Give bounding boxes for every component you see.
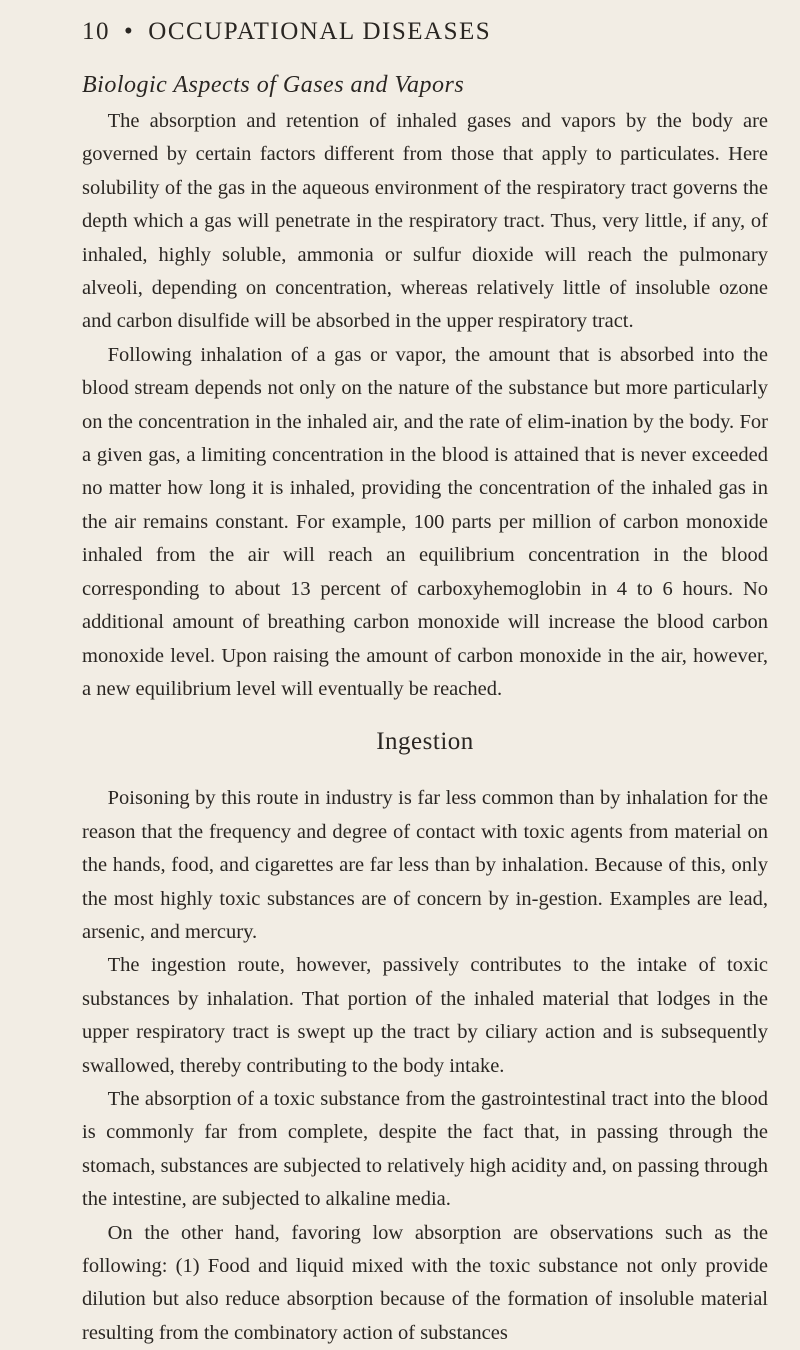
paragraph: Following inhalation of a gas or vapor, the amount that is absorbed into the blood stream depends not only on the nature of the substance but more particularly on the concentration in the inhaled air, and the rate of elim-ination by the body. For a given gas, a limiting concentration in the blood is attained that is never exceeded no matter how long it is inhaled, providing the concentration of the inhaled gas in the air remains constant. For example, 100 parts per million of carbon monoxide inhaled from the air will reach an equilibrium concentration in the blood corresponding to about 13 percent of carboxyhemoglobin in 4 to 6 hours. No additional amount of breathing carbon monoxide will increase the blood carbon monoxide level. Upon raising the amount of carbon monoxide in the air, however, a new equilibrium level will eventually be reached. <box>82 343 768 700</box>
paragraph: The absorption of a toxic substance from the gastrointestinal tract into the blood is commonly far from complete, despite the fact that, in passing through the stomach, substances are subjected to relatively high acidity and, on passing through the intestine, are subjected to alkaline media. <box>82 1087 769 1211</box>
bullet-separator: • <box>124 18 135 45</box>
paragraph: On the other hand, favoring low absorption are observations such as the following: (1) Food and liquid mixed with the toxic substance not only provide dilution but also reduce absorption because of the formation of insoluble material resulting from the combinatory action of substances <box>82 1221 768 1344</box>
section-title-gases-vapors: Biologic Aspects of Gases and Vapors <box>82 72 465 98</box>
page-content <box>82 72 768 1350</box>
page-number: 10 <box>82 18 110 45</box>
section-heading-ingestion: Ingestion <box>376 728 474 756</box>
paragraph: Poisoning by this route in industry is far less common than by inhalation for the reason that the frequency and degree of contact with toxic agents from material on the hands, food, and cigarettes are far less than by inhalation. Because of this, only the most highly toxic substances are of concern by in-gestion. Examples are lead, arsenic, and mercury. <box>82 787 768 943</box>
paragraph: The ingestion route, however, passively contributes to the intake of toxic substances by inhalation. That portion of the inhaled material that lodges in the upper respiratory tract is swept up the tract by ciliary action and is subsequently swallowed, thereby contributing to the body intake. <box>82 954 768 1077</box>
paragraph: The absorption and retention of inhaled gases and vapors by the body are governed by certain factors different from those that apply to particulates. Here solubility of the gas in the aqueous environment of the respiratory tract governs the depth which a gas will penetrate in the respiratory tract. Thus, very little, if any, of inhaled, highly soluble, ammonia or sulfur dioxide will reach the pulmonary alveoli, depending on concentration, whereas relatively little of insoluble ozone and carbon disulfide will be absorbed in the upper respiratory tract. <box>82 110 768 333</box>
running-head <box>82 18 491 46</box>
book-title: OCCUPATIONAL DISEASES <box>148 18 492 45</box>
